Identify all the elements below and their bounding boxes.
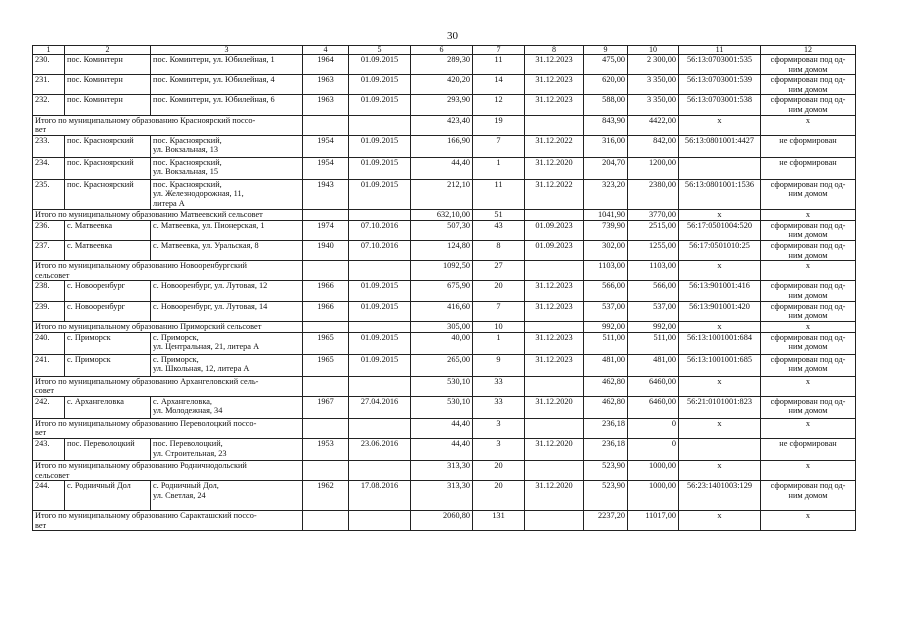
table-cell: 566,00 <box>628 281 679 301</box>
table-cell: 240. <box>33 332 65 354</box>
table-cell: 56:13:1001001:684 <box>679 332 761 354</box>
table-cell: 416,60 <box>411 301 473 321</box>
subtotal-label: Итого по муниципальному образованию Переволоцкий поссо- вет <box>33 418 303 438</box>
table-cell: 1967 <box>303 396 349 418</box>
table-cell: 231. <box>33 75 65 95</box>
table-cell: 9 <box>473 354 525 376</box>
subtotal-cell: 33 <box>473 376 525 396</box>
table-cell: 31.12.2022 <box>525 135 584 157</box>
table-cell: 1965 <box>303 354 349 376</box>
table-cell: 56:13:1001001:685 <box>679 354 761 376</box>
table-cell: с. Матвеевка <box>65 240 151 260</box>
table-cell: с. Архангеловка, ул. Молодежная, 34 <box>151 396 303 418</box>
subtotal-cell: 2060,80 <box>411 511 473 531</box>
table-cell: сформирован под од- ним домом <box>761 220 856 240</box>
table-cell: 56:13:0801001:1536 <box>679 179 761 209</box>
table-cell: 31.12.2020 <box>525 439 584 461</box>
table-cell: 01.09.2015 <box>349 95 411 115</box>
table-cell: 20 <box>473 481 525 511</box>
table-cell: с. Матвеевка <box>65 220 151 240</box>
table-cell: 56:13:0703001:539 <box>679 75 761 95</box>
table-row <box>33 179 856 209</box>
table-cell: 01.09.2015 <box>349 179 411 209</box>
table-cell: 44,40 <box>411 439 473 461</box>
table-cell: 675,90 <box>411 281 473 301</box>
table-cell: 316,00 <box>584 135 628 157</box>
subtotal-cell <box>525 511 584 531</box>
table-cell: пос. Переволоцкий, ул. Строительная, 23 <box>151 439 303 461</box>
table-cell: пос. Коминтерн, ул. Юбилейная, 4 <box>151 75 303 95</box>
column-number: 3 <box>151 46 303 55</box>
table-cell: 31.12.2023 <box>525 75 584 95</box>
subtotal-cell: 20 <box>473 461 525 481</box>
table-cell: 01.09.2015 <box>349 55 411 75</box>
table-row <box>33 481 856 511</box>
table-cell: пос. Коминтерн, ул. Юбилейная, 6 <box>151 95 303 115</box>
column-number: 12 <box>761 46 856 55</box>
table-cell: 1943 <box>303 179 349 209</box>
subtotal-cell <box>303 115 349 135</box>
table-row <box>33 95 856 115</box>
table-row <box>33 240 856 260</box>
subtotal-cell: х <box>679 461 761 481</box>
column-number: 1 <box>33 46 65 55</box>
table-cell: 212,10 <box>411 179 473 209</box>
table-cell: 27.04.2016 <box>349 396 411 418</box>
page-number: 30 <box>447 30 458 42</box>
table-cell: с. Матвеевка, ул. Пионерская, 1 <box>151 220 303 240</box>
table-cell: сформирован под од- ним домом <box>761 55 856 75</box>
subtotal-cell <box>303 209 349 220</box>
subtotal-cell <box>349 511 411 531</box>
subtotal-cell <box>303 261 349 281</box>
table-cell: пос. Коминтерн, ул. Юбилейная, 1 <box>151 55 303 75</box>
table-cell: 243. <box>33 439 65 461</box>
table-cell: пос. Коминтерн <box>65 75 151 95</box>
subtotal-cell <box>303 418 349 438</box>
table-cell: 239. <box>33 301 65 321</box>
table-cell: 56:13:0703001:535 <box>679 55 761 75</box>
table-cell: 0 <box>628 439 679 461</box>
table-cell: 323,20 <box>584 179 628 209</box>
table-cell: 01.09.2015 <box>349 301 411 321</box>
table-cell: 31.12.2020 <box>525 157 584 179</box>
table-cell: 1974 <box>303 220 349 240</box>
subtotal-cell: 3 <box>473 418 525 438</box>
subtotal-cell: 44,40 <box>411 418 473 438</box>
subtotal-row <box>33 261 856 281</box>
table-cell: 44,40 <box>411 157 473 179</box>
table-cell: 1963 <box>303 75 349 95</box>
table-cell: сформирован под од- ним домом <box>761 301 856 321</box>
table-cell: 842,00 <box>628 135 679 157</box>
subtotal-cell <box>303 376 349 396</box>
table-cell: пос. Красноярский, ул. Вокзальная, 15 <box>151 157 303 179</box>
subtotal-cell: х <box>679 321 761 332</box>
subtotal-row <box>33 511 856 531</box>
table-cell: с. Родничный Дол, ул. Светлая, 24 <box>151 481 303 511</box>
table-cell: 01.09.2023 <box>525 240 584 260</box>
table-cell: пос. Красноярский, ул. Вокзальная, 13 <box>151 135 303 157</box>
table-cell: 56:21:0101001:823 <box>679 396 761 418</box>
subtotal-cell: 2237,20 <box>584 511 628 531</box>
table-cell: 1200,00 <box>628 157 679 179</box>
table-row <box>33 75 856 95</box>
table-cell: 537,00 <box>584 301 628 321</box>
table-cell: 56:13:0703001:538 <box>679 95 761 115</box>
table-cell: 1255,00 <box>628 240 679 260</box>
subtotal-cell <box>525 461 584 481</box>
table-cell: 43 <box>473 220 525 240</box>
table-cell: пос. Красноярский, ул. Железнодорожная, 11, литера А <box>151 179 303 209</box>
subtotal-cell <box>525 209 584 220</box>
table-cell: 7 <box>473 301 525 321</box>
table-row <box>33 220 856 240</box>
subtotal-cell: х <box>761 321 856 332</box>
subtotal-cell: 1103,00 <box>584 261 628 281</box>
table-cell: пос. Красноярский <box>65 179 151 209</box>
table-cell: 07.10.2016 <box>349 220 411 240</box>
subtotal-cell: х <box>761 261 856 281</box>
table-cell: 31.12.2023 <box>525 301 584 321</box>
table-cell: 20 <box>473 281 525 301</box>
column-number: 4 <box>303 46 349 55</box>
subtotal-cell <box>525 261 584 281</box>
table-cell: 241. <box>33 354 65 376</box>
subtotal-cell: 305,00 <box>411 321 473 332</box>
subtotal-cell: 11017,00 <box>628 511 679 531</box>
table-cell: 234. <box>33 157 65 179</box>
table-cell: 302,00 <box>584 240 628 260</box>
table-cell: 265,00 <box>411 354 473 376</box>
subtotal-cell: 10 <box>473 321 525 332</box>
table-cell: сформирован под од- ним домом <box>761 481 856 511</box>
table-cell: 31.12.2020 <box>525 396 584 418</box>
subtotal-cell: х <box>761 376 856 396</box>
table-cell: 166,90 <box>411 135 473 157</box>
table-cell: 507,30 <box>411 220 473 240</box>
table-cell: 1966 <box>303 281 349 301</box>
subtotal-cell <box>303 511 349 531</box>
table-row <box>33 396 856 418</box>
table-cell: 1954 <box>303 135 349 157</box>
subtotal-cell: х <box>679 115 761 135</box>
table-cell: 31.12.2023 <box>525 332 584 354</box>
column-number: 9 <box>584 46 628 55</box>
table-cell: 31.12.2023 <box>525 55 584 75</box>
subtotal-label: Итого по муниципальному образованию Приморский сельсовет <box>33 321 303 332</box>
table-cell: 232. <box>33 95 65 115</box>
table-cell: 475,00 <box>584 55 628 75</box>
table-cell: 511,00 <box>628 332 679 354</box>
table-cell: сформирован под од- ним домом <box>761 75 856 95</box>
subtotal-cell: 462,80 <box>584 376 628 396</box>
table-cell: пос. Коминтерн <box>65 55 151 75</box>
table-cell: 3 350,00 <box>628 75 679 95</box>
table-cell: 56:17:0501004:520 <box>679 220 761 240</box>
subtotal-cell: 843,90 <box>584 115 628 135</box>
table-cell: 8 <box>473 240 525 260</box>
table-cell: 56:13:0801001:4427 <box>679 135 761 157</box>
table-cell: с. Новооренбург <box>65 301 151 321</box>
table-cell: 1962 <box>303 481 349 511</box>
subtotal-cell: х <box>761 461 856 481</box>
subtotal-cell <box>349 376 411 396</box>
subtotal-cell <box>349 209 411 220</box>
table-cell: 7 <box>473 135 525 157</box>
table-cell: с. Приморск <box>65 332 151 354</box>
subtotal-cell: 4422,00 <box>628 115 679 135</box>
table-cell: 1953 <box>303 439 349 461</box>
table-cell: сформирован под од- ним домом <box>761 95 856 115</box>
table-cell: 33 <box>473 396 525 418</box>
table-cell: с. Приморск, ул. Центральная, 21, литера А <box>151 332 303 354</box>
table-cell: 31.12.2022 <box>525 179 584 209</box>
table-cell: не сформирован <box>761 157 856 179</box>
table-cell: 620,00 <box>584 75 628 95</box>
table-row <box>33 135 856 157</box>
table-cell: 11 <box>473 179 525 209</box>
column-number: 11 <box>679 46 761 55</box>
housing-register-table <box>32 45 856 531</box>
table-cell: с. Новооренбург, ул. Лутовая, 12 <box>151 281 303 301</box>
subtotal-cell: 423,40 <box>411 115 473 135</box>
table-cell: 56:17:0501010:25 <box>679 240 761 260</box>
table-cell: 230. <box>33 55 65 75</box>
table-cell: 3 <box>473 439 525 461</box>
column-number-row <box>33 46 856 55</box>
table-cell: 11 <box>473 55 525 75</box>
table-cell: 1 <box>473 332 525 354</box>
subtotal-cell <box>349 261 411 281</box>
table-cell: 6460,00 <box>628 396 679 418</box>
table-cell: пос. Коминтерн <box>65 95 151 115</box>
subtotal-cell: 131 <box>473 511 525 531</box>
table-cell: 313,30 <box>411 481 473 511</box>
table-cell: 523,90 <box>584 481 628 511</box>
table-cell: 1966 <box>303 301 349 321</box>
table-cell: 01.09.2023 <box>525 220 584 240</box>
table-cell: 537,00 <box>628 301 679 321</box>
subtotal-cell: 1000,00 <box>628 461 679 481</box>
table-cell: 481,00 <box>628 354 679 376</box>
table-cell: с. Родничный Дол <box>65 481 151 511</box>
table-cell: 236. <box>33 220 65 240</box>
subtotal-cell: 1092,50 <box>411 261 473 281</box>
subtotal-cell: 51 <box>473 209 525 220</box>
table-cell: сформирован под од- ним домом <box>761 332 856 354</box>
table-cell: 31.12.2023 <box>525 281 584 301</box>
subtotal-row <box>33 209 856 220</box>
subtotal-cell: х <box>761 418 856 438</box>
table-cell: 14 <box>473 75 525 95</box>
subtotal-cell: 0 <box>628 418 679 438</box>
table-cell: 2 300,00 <box>628 55 679 75</box>
table-cell: 511,00 <box>584 332 628 354</box>
table-cell: 23.06.2016 <box>349 439 411 461</box>
table-cell: 236,18 <box>584 439 628 461</box>
table-cell: 01.09.2015 <box>349 332 411 354</box>
table-cell: 237. <box>33 240 65 260</box>
subtotal-cell: х <box>761 115 856 135</box>
subtotal-cell: 3770,00 <box>628 209 679 220</box>
table-cell: с. Новооренбург, ул. Лутовая, 14 <box>151 301 303 321</box>
table-cell: 31.12.2023 <box>525 95 584 115</box>
subtotal-cell <box>349 321 411 332</box>
table-cell: 233. <box>33 135 65 157</box>
subtotal-cell: х <box>761 511 856 531</box>
subtotal-cell: 992,00 <box>584 321 628 332</box>
table-cell: 01.09.2015 <box>349 135 411 157</box>
table-cell: сформирован под од- ним домом <box>761 281 856 301</box>
table-cell: 204,70 <box>584 157 628 179</box>
subtotal-label: Итого по муниципальному образованию Родничнодольский сельсовет <box>33 461 303 481</box>
table-cell: сформирован под од- ним домом <box>761 179 856 209</box>
table-cell: 01.09.2015 <box>349 354 411 376</box>
table-row <box>33 301 856 321</box>
table-cell: не сформирован <box>761 135 856 157</box>
table-cell: 420,20 <box>411 75 473 95</box>
column-number: 2 <box>65 46 151 55</box>
table-cell: 566,00 <box>584 281 628 301</box>
subtotal-label: Итого по муниципальному образованию Матвеевский сельсовет <box>33 209 303 220</box>
table-cell: 1954 <box>303 157 349 179</box>
table-cell: пос. Красноярский <box>65 135 151 157</box>
subtotal-label: Итого по муниципальному образованию Красноярский поссо- вет <box>33 115 303 135</box>
subtotal-cell <box>525 321 584 332</box>
table-cell: 31.12.2023 <box>525 354 584 376</box>
table-row <box>33 439 856 461</box>
subtotal-cell: 530,10 <box>411 376 473 396</box>
subtotal-cell: х <box>679 418 761 438</box>
table-cell: 588,00 <box>584 95 628 115</box>
table-cell: 01.09.2015 <box>349 157 411 179</box>
table-cell: 124,80 <box>411 240 473 260</box>
table-cell: не сформирован <box>761 439 856 461</box>
subtotal-cell: 313,30 <box>411 461 473 481</box>
table-cell: 462,80 <box>584 396 628 418</box>
subtotal-cell: х <box>679 209 761 220</box>
table-cell: 40,00 <box>411 332 473 354</box>
table-cell <box>679 439 761 461</box>
table-cell: с. Приморск <box>65 354 151 376</box>
subtotal-cell <box>349 115 411 135</box>
table-cell: 1940 <box>303 240 349 260</box>
table-cell: 235. <box>33 179 65 209</box>
subtotal-cell <box>349 461 411 481</box>
table-cell: 01.09.2015 <box>349 281 411 301</box>
subtotal-label: Итого по муниципальному образованию Архангеловский сель- совет <box>33 376 303 396</box>
table-row <box>33 354 856 376</box>
table-cell: 2380,00 <box>628 179 679 209</box>
subtotal-cell <box>349 418 411 438</box>
table-cell: 07.10.2016 <box>349 240 411 260</box>
subtotal-row <box>33 376 856 396</box>
table-cell: пос. Переволоцкий <box>65 439 151 461</box>
subtotal-label: Итого по муниципальному образованию Саракташский поссо- вет <box>33 511 303 531</box>
column-number: 7 <box>473 46 525 55</box>
table-cell: 3 350,00 <box>628 95 679 115</box>
table-cell: сформирован под од- ним домом <box>761 354 856 376</box>
subtotal-cell <box>525 418 584 438</box>
table-cell: 56:13:901001:416 <box>679 281 761 301</box>
column-number: 8 <box>525 46 584 55</box>
table-row <box>33 332 856 354</box>
table-row <box>33 281 856 301</box>
subtotal-cell: 1103,00 <box>628 261 679 281</box>
table-cell: 530,10 <box>411 396 473 418</box>
subtotal-label: Итого по муниципальному образованию Новооренбургский сельсовет <box>33 261 303 281</box>
table-cell: 1000,00 <box>628 481 679 511</box>
table-cell: 1963 <box>303 95 349 115</box>
table-cell <box>679 157 761 179</box>
table-cell: пос. Красноярский <box>65 157 151 179</box>
subtotal-cell: х <box>679 376 761 396</box>
table-cell: 56:13:901001:420 <box>679 301 761 321</box>
subtotal-cell <box>303 321 349 332</box>
table-cell: 01.09.2015 <box>349 75 411 95</box>
table-cell: 242. <box>33 396 65 418</box>
subtotal-cell: 523,90 <box>584 461 628 481</box>
subtotal-cell <box>303 461 349 481</box>
table-row <box>33 157 856 179</box>
subtotal-cell <box>525 376 584 396</box>
table-cell: 293,90 <box>411 95 473 115</box>
table-cell: 12 <box>473 95 525 115</box>
table-cell: 289,30 <box>411 55 473 75</box>
subtotal-cell: 19 <box>473 115 525 135</box>
table-cell: 739,90 <box>584 220 628 240</box>
column-number: 6 <box>411 46 473 55</box>
table-cell: 1 <box>473 157 525 179</box>
table-row <box>33 55 856 75</box>
subtotal-cell: 992,00 <box>628 321 679 332</box>
subtotal-cell: 27 <box>473 261 525 281</box>
table-cell: 31.12.2020 <box>525 481 584 511</box>
table-cell: 244. <box>33 481 65 511</box>
table-cell: с. Архангеловка <box>65 396 151 418</box>
table-cell: с. Матвеевка, ул. Уральская, 8 <box>151 240 303 260</box>
subtotal-row <box>33 115 856 135</box>
subtotal-cell <box>525 115 584 135</box>
table-cell: 1965 <box>303 332 349 354</box>
table-cell: сформирован под од- ним домом <box>761 396 856 418</box>
table-cell: 238. <box>33 281 65 301</box>
subtotal-cell: х <box>761 209 856 220</box>
column-number: 10 <box>628 46 679 55</box>
table-cell: 2515,00 <box>628 220 679 240</box>
subtotal-cell: х <box>679 261 761 281</box>
subtotal-row <box>33 321 856 332</box>
table-cell: 1964 <box>303 55 349 75</box>
table-cell: 481,00 <box>584 354 628 376</box>
subtotal-row <box>33 418 856 438</box>
table-cell: с. Приморск, ул. Школьная, 12, литера А <box>151 354 303 376</box>
subtotal-cell: х <box>679 511 761 531</box>
subtotal-cell: 632,10,00 <box>411 209 473 220</box>
table-cell: сформирован под од- ним домом <box>761 240 856 260</box>
column-number: 5 <box>349 46 411 55</box>
subtotal-cell: 1041,90 <box>584 209 628 220</box>
subtotal-row <box>33 461 856 481</box>
table-cell: 17.08.2016 <box>349 481 411 511</box>
subtotal-cell: 236,18 <box>584 418 628 438</box>
table-cell: с. Новооренбург <box>65 281 151 301</box>
table-cell: 56:23:1401003:129 <box>679 481 761 511</box>
subtotal-cell: 6460,00 <box>628 376 679 396</box>
